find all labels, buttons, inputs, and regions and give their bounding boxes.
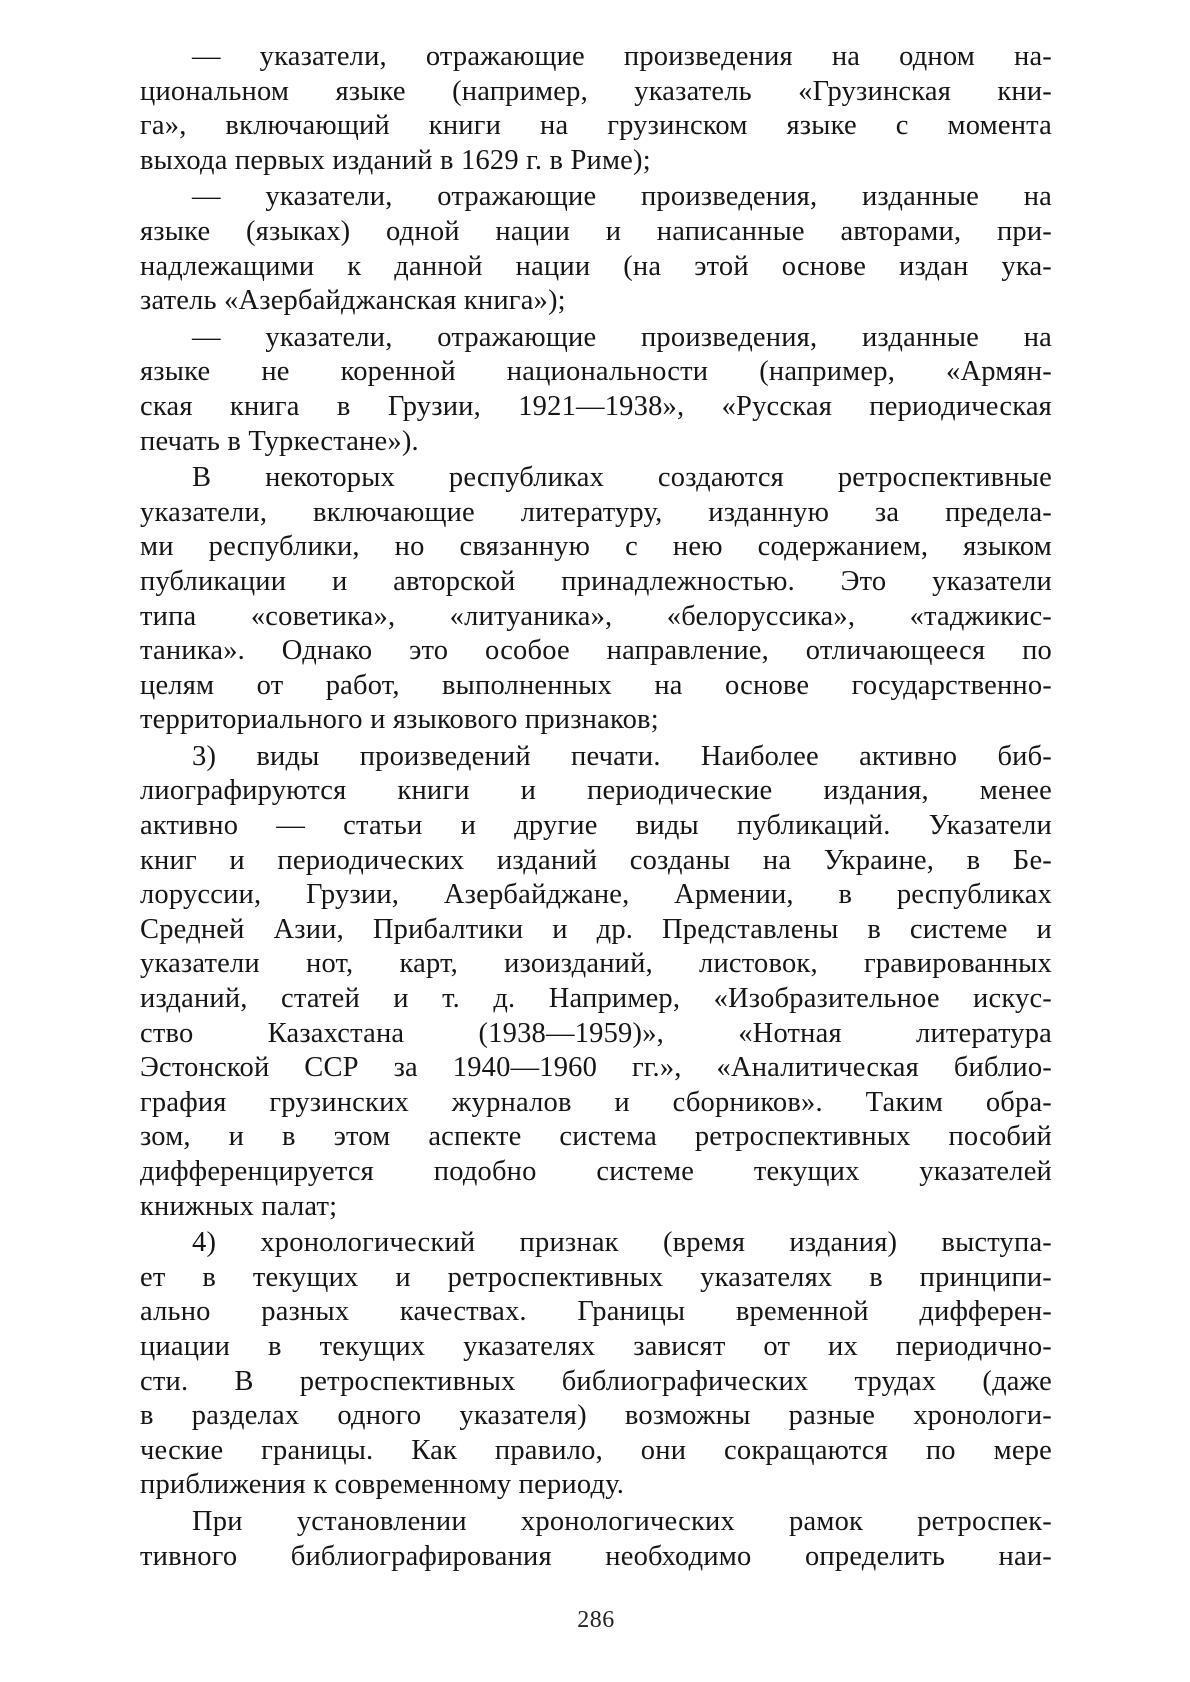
text-line: надлежащими к данной нации (на этой основе издан ука- [140,250,1052,282]
text-line: языке (языках) одной нации и написанные авторами, при- [140,215,1052,247]
text-line: изданий, статей и т. д. Например, «Изобразительное искус- [140,983,1052,1015]
text-line: целям от работ, выполненных на основе государственно- [140,669,1052,701]
text-line: затель «Азербайджанская книга»); [140,285,566,317]
text-line: приближения к современному периоду. [140,1469,625,1501]
text-line: 4) хронологический признак (время издания) выступа- [192,1227,1052,1259]
text-line: зом, и в этом аспекте система ретроспективных пособий [140,1121,1052,1153]
text-line: лоруссии, Грузии, Азербайджане, Армении, в республиках [140,879,1052,911]
book-page [140,40,1052,1640]
text-line: ми республики, но связанную с нею содержанием, языком [140,531,1052,563]
text-line: языке не коренной национальности (например, «Армян- [140,356,1052,388]
text-line: сти. В ретроспективных библиографических трудах (даже [140,1365,1052,1397]
text-line: в разделах одного указателя) возможны разные хронологи- [140,1400,1052,1432]
page-number: 286 [577,1607,615,1633]
text-line: ально разных качествах. Границы временной дифферен- [140,1296,1052,1328]
text-line: Средней Азии, Прибалтики и др. Представлены в системе и [140,913,1052,945]
text-line: печать в Туркестане»). [140,425,419,457]
text-line: дифференцируется подобно системе текущих указателей [140,1156,1052,1187]
text-line: — указатели, отражающие произведения, изданные на [192,321,1052,353]
paragraph [140,1505,1052,1574]
text-line: книжных палат; [140,1190,338,1222]
text-line: книг и периодических изданий созданы на Украине, в Бе- [140,844,1052,876]
text-line: 3) виды произведений печати. Наиболее активно биб- [192,740,1052,772]
text-line: — указатели, отражающие произведения, изданные на [192,181,1052,213]
text-line: лиографируются книги и периодические издания, менее [140,775,1052,807]
text-line: графия грузинских журналов и сборников». Таким обра- [140,1086,1052,1118]
text-line: таника». Однако это особое направление, отличающееся по [140,635,1052,667]
text-line: га», включающий книги на грузинском языке с момента [140,110,1052,142]
text-line: активно — статьи и другие виды публикаций. Указатели [140,810,1052,842]
text-line: циональном языке (например, указатель «Грузинская кни- [140,75,1052,107]
paragraph [140,1226,1052,1503]
paragraph [140,180,1052,318]
paragraph [140,40,1052,178]
text-line: — указатели, отражающие произведения на одном на- [192,41,1052,72]
text-line: ческие границы. Как правило, они сокращаются по мере [140,1434,1052,1466]
text-line: ет в текущих и ретроспективных указателях в принципи- [140,1261,1052,1293]
text-line: ская книга в Грузии, 1921—1938», «Русская периодическая [140,390,1052,422]
text-line: тивного библиографирования необходимо определить наи- [140,1540,1052,1572]
text-line: циации в текущих указателях зависят от их периодично- [140,1330,1052,1362]
text-line: Эстонской ССР за 1940—1960 гг.», «Аналитическая библио- [140,1052,1052,1084]
paragraph [140,461,1052,738]
paragraph [140,321,1052,459]
text-line: типа «советика», «литуаника», «белоруссика», «таджикис- [140,600,1052,632]
text-line: При установлении хронологических рамок ретроспек- [192,1505,1052,1537]
paragraph [140,740,1052,1224]
text-line: выхода первых изданий в 1629 г. в Риме); [140,144,651,176]
text-line: В некоторых республиках создаются ретроспективные [192,462,1052,494]
text-line: ство Казахстана (1938—1959)», «Нотная литература [140,1017,1052,1049]
text-line: публикации и авторской принадлежностью. Это указатели [140,565,1052,597]
text-line: указатели, включающие литературу, изданную за предела- [140,496,1052,528]
text-line: указатели нот, карт, изоизданий, листовок, гравированных [140,948,1052,980]
text-line: территориального и языкового признаков; [140,704,659,736]
